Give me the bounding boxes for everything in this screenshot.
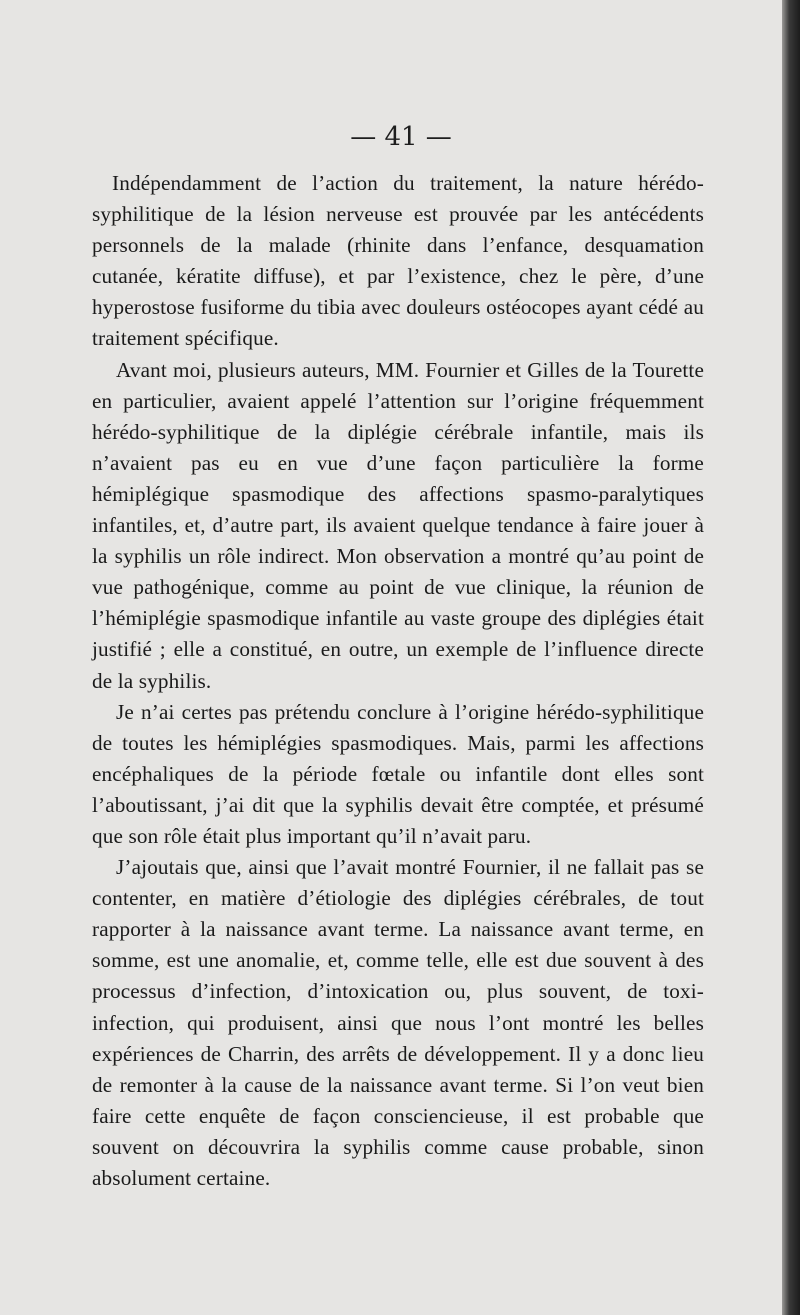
paragraph: Avant moi, plusieurs auteurs, MM. Fournier et Gilles de la Tourette en particulier, avaient appelé l’attention sur l’origine fréquemment hérédo-syphilitique de la diplégie cérébrale infantile, mais ils n’avaient pas eu en vue d’une façon particulière la forme hémiplégique spasmodique des affections spasmo-paralytiques infantiles, et, d’autre part, ils avaient quelque tendance à faire jouer à la syphilis un rôle indirect. Mon observation a montré qu’au point de vue pathogénique, comme au point de vue clinique, la réunion de l’hémiplégie spasmodique infantile au vaste groupe des diplégies était justifié ; elle a constitué, en outre, un exemple de l’influence directe de la syphilis. <box>92 357 704 693</box>
paragraph: Je n’ai certes pas prétendu conclure à l’origine hérédo-syphilitique de toutes les hémiplégies spasmodiques. Mais, parmi les affections encéphaliques de la période fœtale ou infantile dont elles sont l’aboutissant, j’ai dit que la syphilis devait être comptée, et présumé que son rôle était plus important qu’il n’avait paru. <box>92 699 704 848</box>
book-spine-shadow <box>782 0 800 1315</box>
paragraph: J’ajoutais que, ainsi que l’avait montré Fournier, il ne fallait pas se contenter, en matière d’étiologie des diplégies cérébrales, de tout rapporter à la naissance avant terme. La naissance avant terme, en somme, est une anomalie, et, comme telle, elle est due souvent à des processus d’infection, d’intoxication ou, plus souvent, de toxi-infection, qui produisent, ainsi que nous l’ont montré les belles expériences de Charrin, des arrêts de développement. Il y a donc lieu de remonter à la cause de la naissance avant terme. Si l’on veut bien faire cette enquête de façon consciencieuse, il est probable que souvent on découvrira la syphilis comme cause probable, sinon absolument certaine. <box>92 855 704 1190</box>
page-body-text <box>92 168 704 1194</box>
paragraph: Indépendamment de l’action du traitement, la nature hérédo-syphilitique de la lésion nerveuse est prouvée par les antécédents personnels de la malade (rhinite dans l’enfance, desquamation cutanée, kératite diffuse), et par l’existence, chez le père, d’une hyperostose fusiforme du tibia avec douleurs ostéocopes ayant cédé au traitement spécifique. <box>92 171 704 351</box>
page-number: — 41 — <box>350 122 452 152</box>
